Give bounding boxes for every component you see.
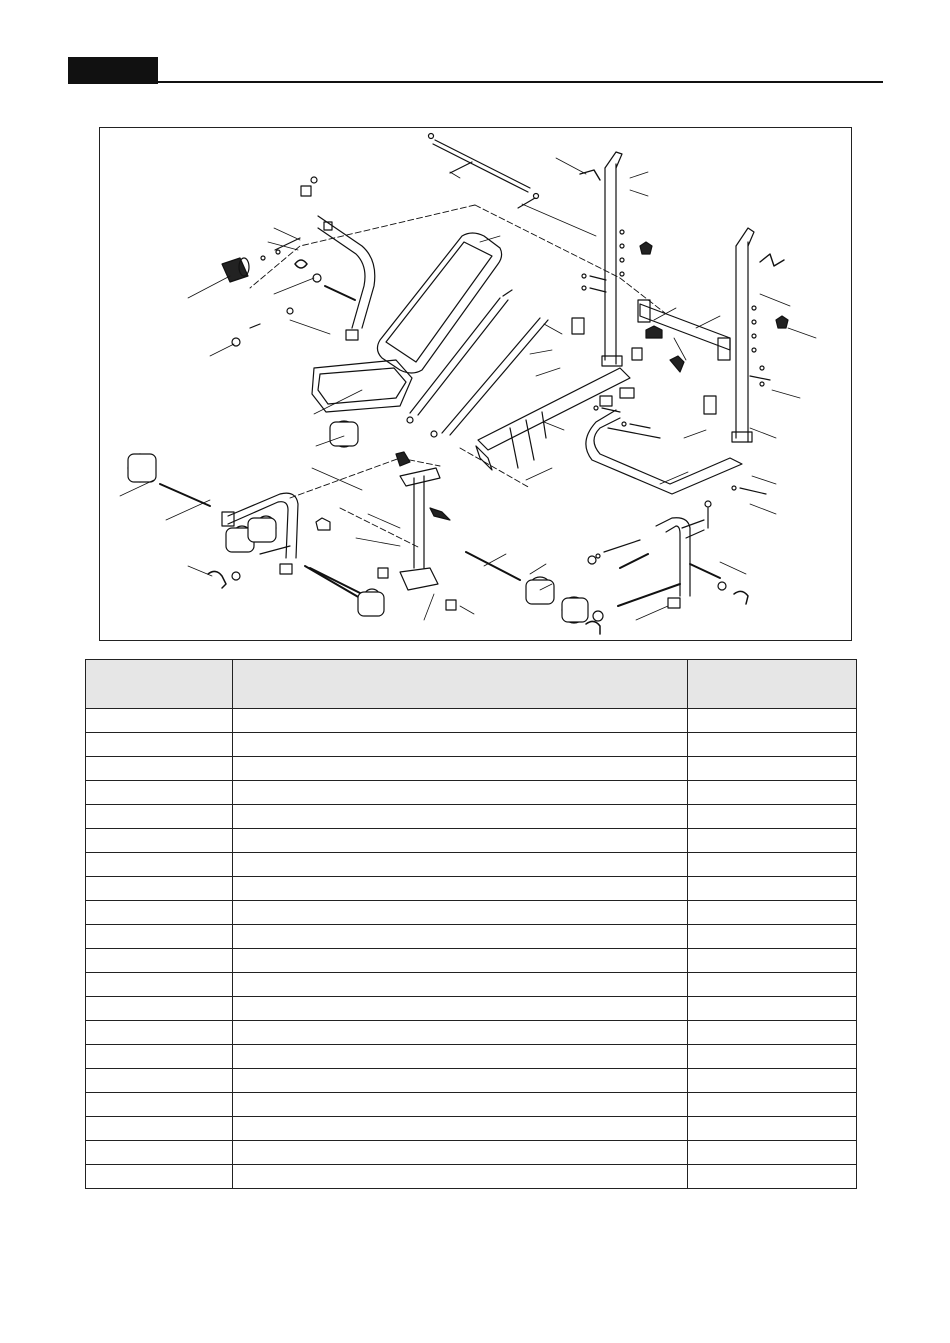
table-row — [86, 973, 857, 997]
table-row — [86, 877, 857, 901]
table-cell — [688, 733, 857, 757]
center-roller-pin — [310, 552, 554, 616]
table-cell — [233, 757, 688, 781]
table-cell — [688, 805, 857, 829]
table-row — [86, 709, 857, 733]
table-cell — [86, 925, 233, 949]
table-cell — [86, 1069, 233, 1093]
callout-leaders — [120, 158, 816, 620]
spine-frame — [476, 368, 630, 470]
table-row — [86, 805, 857, 829]
table-cell — [233, 1141, 688, 1165]
table-row — [86, 1141, 857, 1165]
table-row — [86, 757, 857, 781]
header-cell-qty — [688, 660, 857, 709]
table-row — [86, 1093, 857, 1117]
backrest-pad — [377, 233, 501, 373]
table-cell — [688, 1093, 857, 1117]
table-cell — [86, 757, 233, 781]
table-row — [86, 1069, 857, 1093]
table-cell — [688, 1021, 857, 1045]
table-cell — [688, 781, 857, 805]
table-cell — [688, 829, 857, 853]
table-cell — [86, 1021, 233, 1045]
rack-cross-member — [572, 300, 730, 414]
table-row — [86, 1021, 857, 1045]
table-cell — [688, 1069, 857, 1093]
table-cell — [233, 1045, 688, 1069]
table-row — [86, 1045, 857, 1069]
table-cell — [233, 709, 688, 733]
table-header-row — [86, 660, 857, 709]
table-cell — [233, 925, 688, 949]
table-row — [86, 733, 857, 757]
table-cell — [233, 949, 688, 973]
table-cell — [86, 1117, 233, 1141]
table-row — [86, 1165, 857, 1189]
backrest-upright — [301, 186, 375, 340]
table-cell — [233, 1093, 688, 1117]
table-cell — [86, 901, 233, 925]
table-row — [86, 1117, 857, 1141]
table-cell — [86, 997, 233, 1021]
left-rack-post — [580, 152, 652, 366]
table-cell — [233, 1069, 688, 1093]
table-cell — [233, 853, 688, 877]
table-cell — [86, 1165, 233, 1189]
table-cell — [688, 853, 857, 877]
table-cell — [688, 1117, 857, 1141]
table-cell — [86, 949, 233, 973]
table-cell — [688, 709, 857, 733]
table-row — [86, 901, 857, 925]
header-cell-description — [233, 660, 688, 709]
table-row — [86, 997, 857, 1021]
table-row — [86, 781, 857, 805]
table-row — [86, 949, 857, 973]
table-cell — [86, 877, 233, 901]
table-cell — [688, 757, 857, 781]
parts-list-table — [85, 659, 857, 1189]
header-rule — [158, 81, 883, 83]
table-cell — [233, 733, 688, 757]
table-cell — [233, 829, 688, 853]
table-cell — [86, 1141, 233, 1165]
table-cell — [688, 925, 857, 949]
table-cell — [688, 901, 857, 925]
table-cell — [688, 1165, 857, 1189]
right-rack-post — [732, 228, 788, 442]
table-cell — [233, 805, 688, 829]
table-cell — [86, 1093, 233, 1117]
center-leg-assembly — [330, 421, 456, 610]
table-row — [86, 853, 857, 877]
table-cell — [86, 1045, 233, 1069]
table-row — [86, 925, 857, 949]
left-small-parts — [222, 177, 355, 346]
table-cell — [233, 901, 688, 925]
table-row — [86, 829, 857, 853]
table-cell — [688, 949, 857, 973]
table-cell — [86, 829, 233, 853]
table-cell — [86, 781, 233, 805]
table-cell — [233, 997, 688, 1021]
table-cell — [86, 733, 233, 757]
table-cell — [86, 805, 233, 829]
table-cell — [688, 877, 857, 901]
table-cell — [233, 877, 688, 901]
table-cell — [86, 973, 233, 997]
table-cell — [233, 1021, 688, 1045]
exploded-view-diagram — [99, 127, 852, 641]
table-cell — [233, 1165, 688, 1189]
table-cell — [233, 1117, 688, 1141]
section-tab — [68, 57, 158, 84]
header-cell-no — [86, 660, 233, 709]
table-cell — [688, 1045, 857, 1069]
table-cell — [86, 853, 233, 877]
table-cell — [688, 1141, 857, 1165]
hardware-cluster — [582, 274, 770, 558]
right-leg-assembly — [562, 518, 748, 634]
table-cell — [233, 781, 688, 805]
table-cell — [86, 709, 233, 733]
table-cell — [688, 973, 857, 997]
rear-u-frame — [586, 388, 742, 494]
table-cell — [688, 997, 857, 1021]
barbell-bar — [429, 134, 539, 209]
table-cell — [233, 973, 688, 997]
